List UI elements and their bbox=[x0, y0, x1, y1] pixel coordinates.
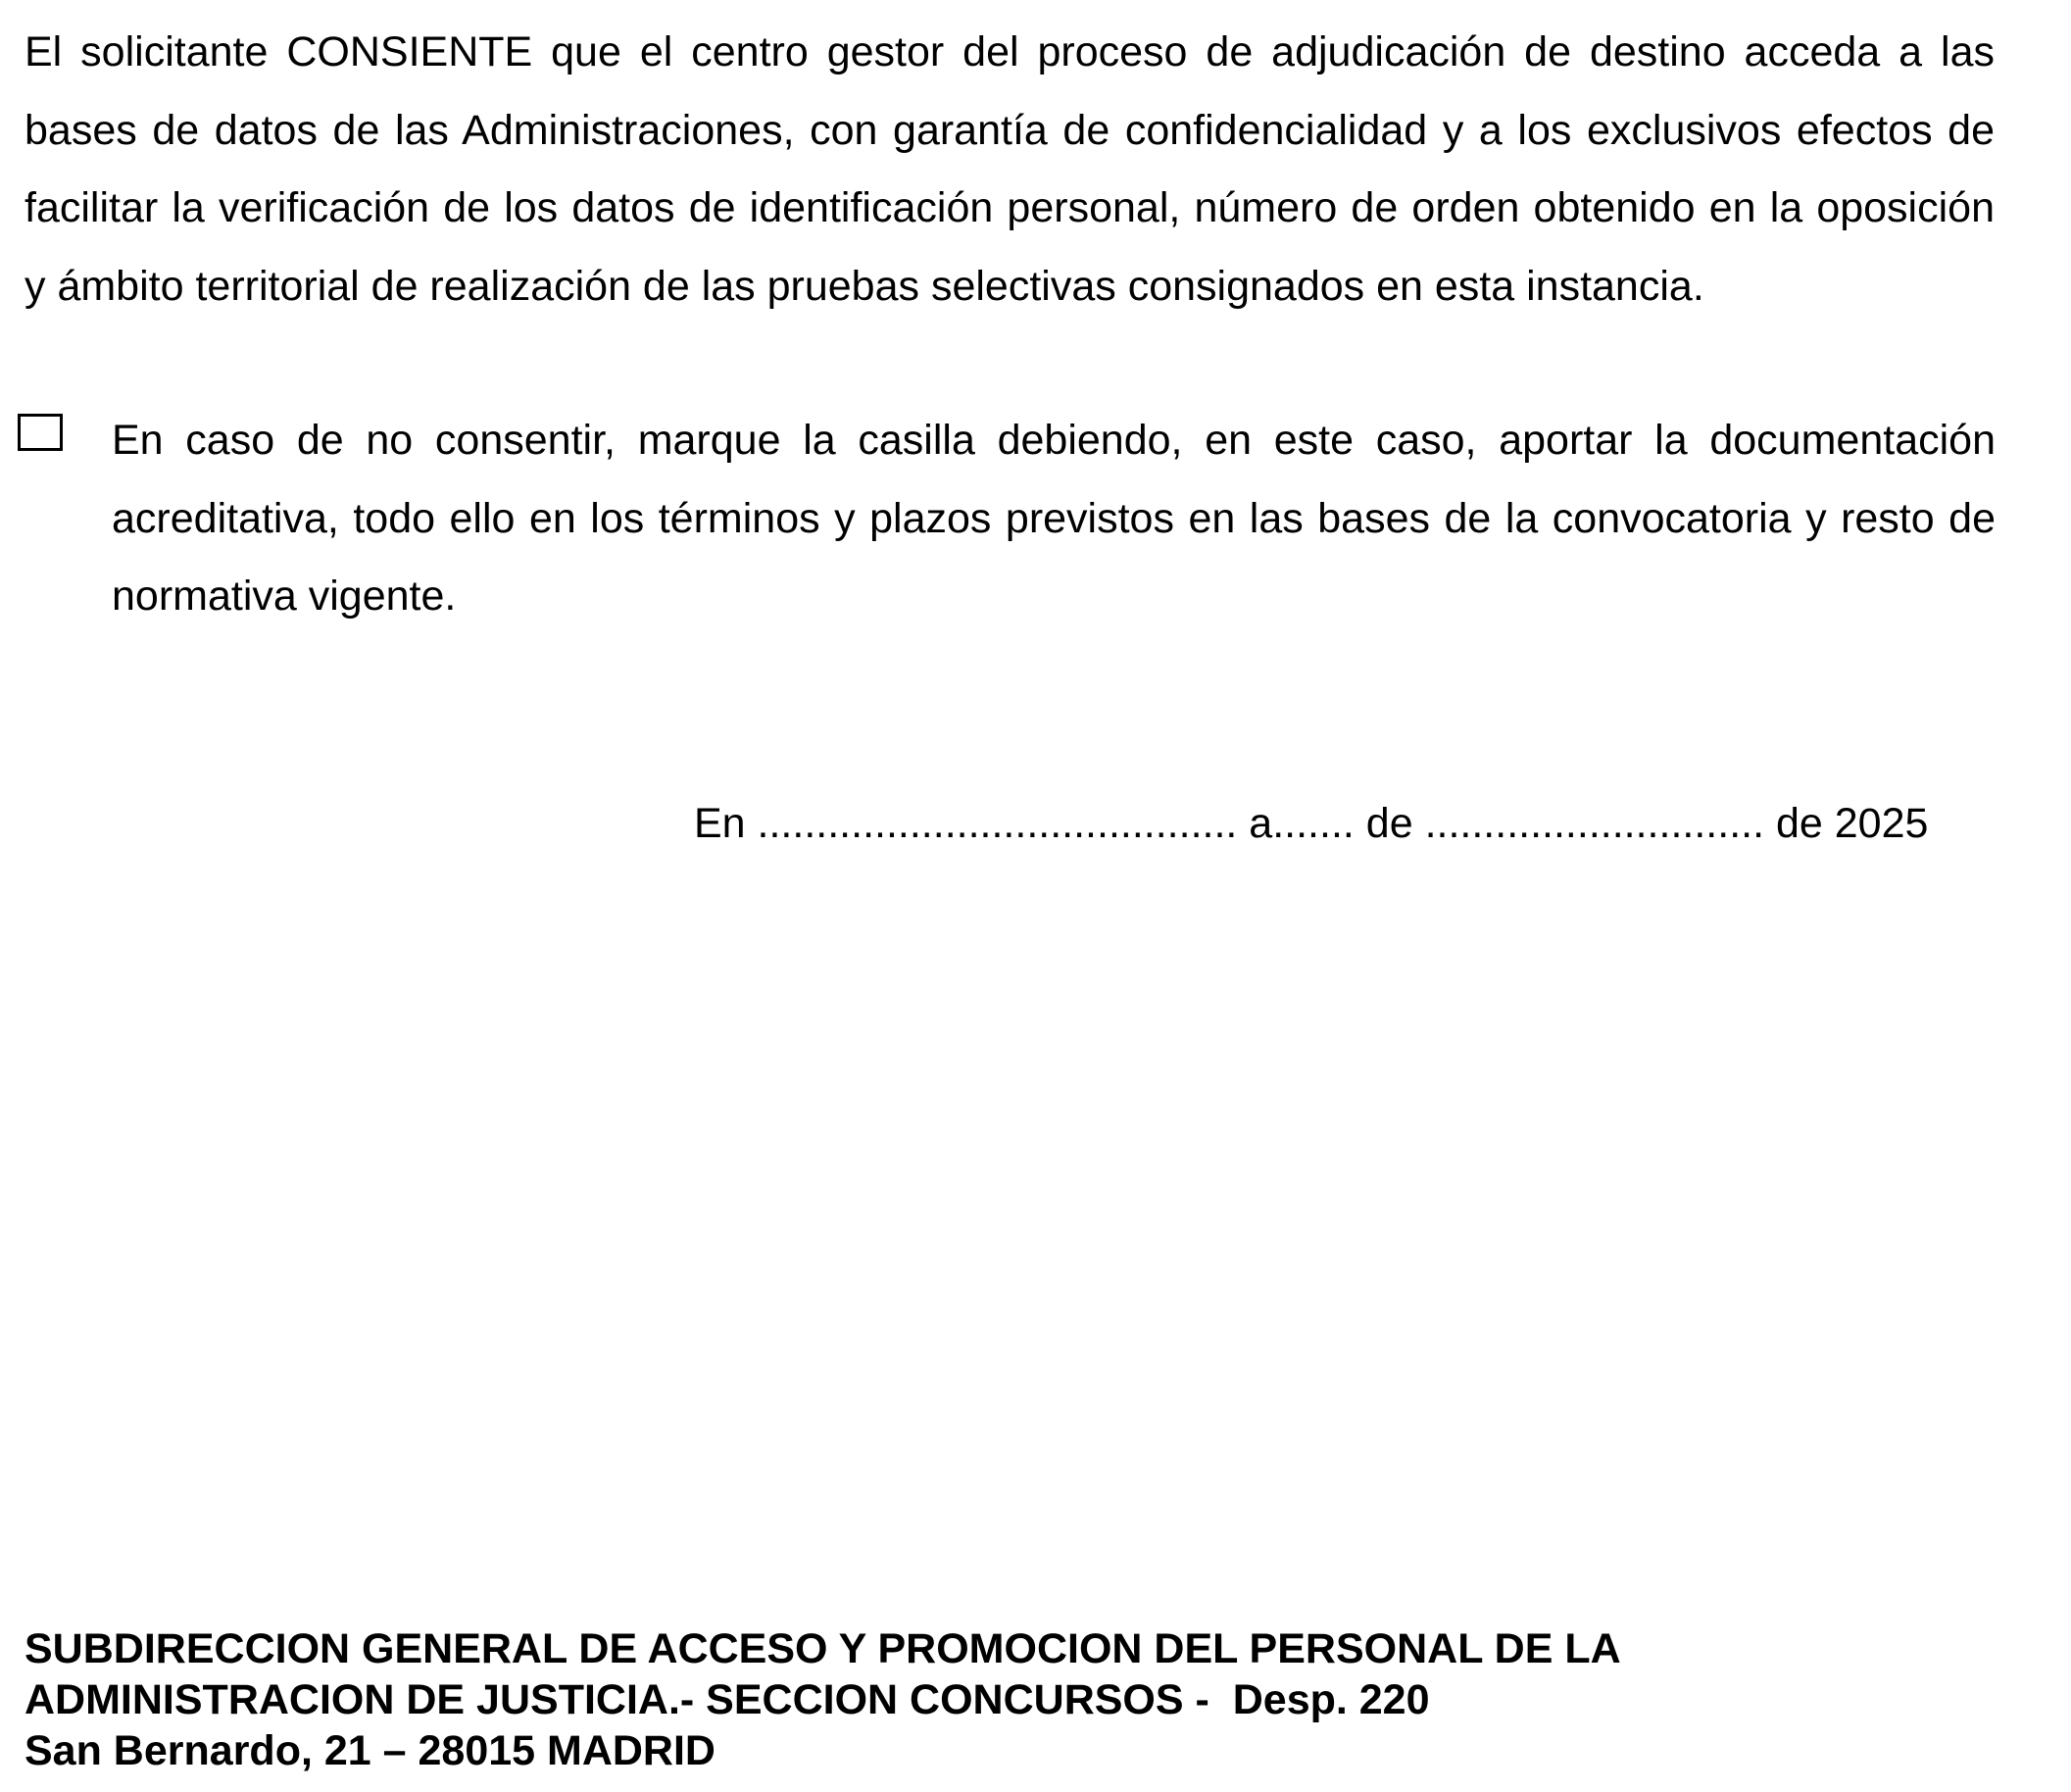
footer-line-1: SUBDIRECCION GENERAL DE ACCESO Y PROMOCION DEL PERSONAL DE LA bbox=[25, 1625, 1621, 1672]
address-footer bbox=[25, 1623, 1621, 1776]
footer-line-2: ADMINISTRACION DE JUSTICIA.- SECCION CONCURSOS - Desp. 220 bbox=[25, 1676, 1430, 1723]
no-consent-label: En caso de no consentir, marque la casilla debiendo, en este caso, aportar la documentación acreditativa, todo ello en los términos y plazos previstos en las bases de la convocatoria y resto de normativa vigente. bbox=[112, 417, 1996, 620]
place-date-line: En ......................................... a....... de ............................. de 2025 bbox=[694, 800, 1929, 847]
consent-paragraph: El solicitante CONSIENTE que el centro gestor del proceso de adjudicación de destino acceda a las bases de datos de las Administraciones, con garantía de confidencialidad y a los exclusivos efectos de facilitar la verificación de los datos de identificación personal, número de orden obtenido en la oposición y ámbito territorial de realización de las pruebas selectivas consignados en esta instancia. bbox=[25, 28, 1995, 310]
footer-line-3: San Bernardo, 21 – 28015 MADRID bbox=[25, 1727, 715, 1774]
no-consent-checkbox[interactable] bbox=[18, 414, 63, 451]
